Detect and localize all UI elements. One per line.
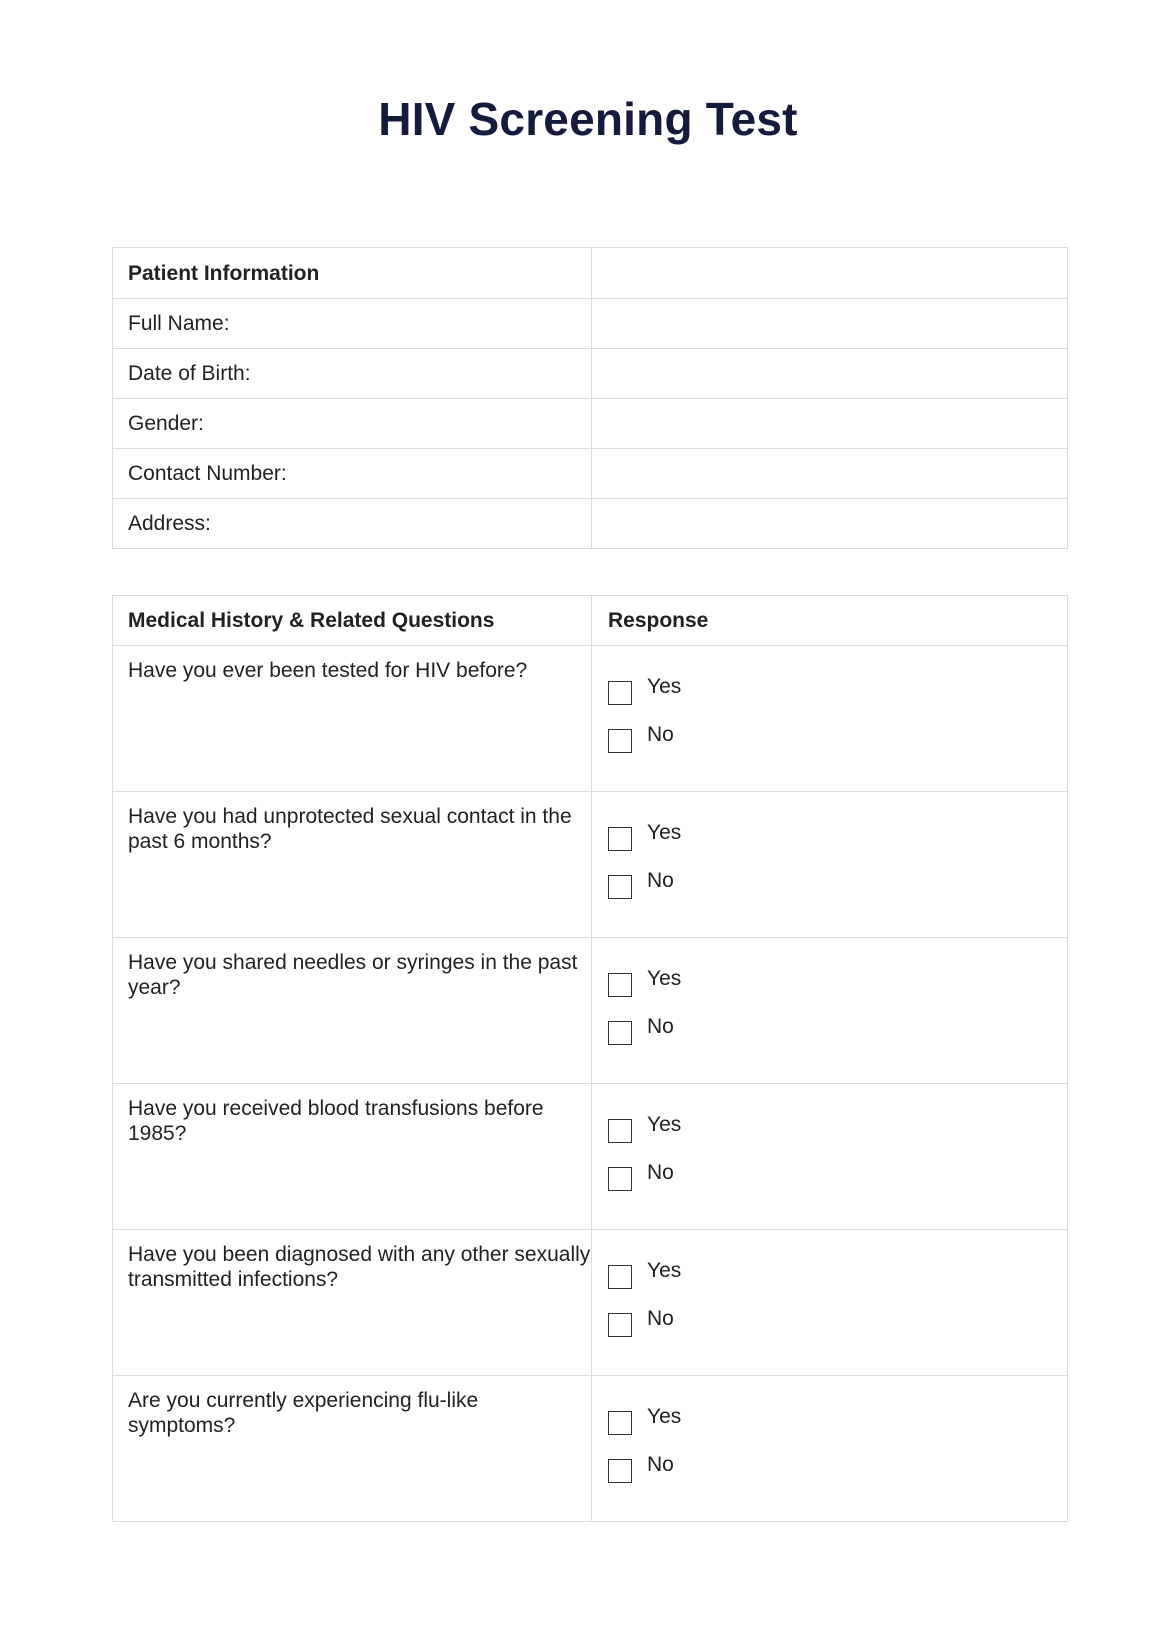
contact-number-label: Contact Number: (113, 449, 592, 499)
no-label: No (647, 1160, 674, 1184)
full-name-row (113, 299, 1068, 349)
yes-option[interactable] (608, 1398, 1067, 1438)
page-title: HIV Screening Test (378, 93, 798, 145)
gender-row (113, 399, 1068, 449)
yes-label: Yes (647, 820, 682, 844)
yes-label: Yes (647, 966, 682, 990)
no-checkbox[interactable] (608, 1313, 632, 1337)
no-label: No (647, 1306, 674, 1330)
yes-label: Yes (647, 1404, 682, 1428)
yes-checkbox[interactable] (608, 827, 632, 851)
response-heading: Response (592, 596, 1068, 646)
response-cell (592, 792, 1068, 938)
question-text: Have you been diagnosed with any other sexually transmitted infections? (128, 1243, 591, 1291)
yes-option[interactable] (608, 1252, 1067, 1292)
no-label: No (647, 722, 674, 746)
patient-information-table (112, 247, 1068, 549)
contact-number-field[interactable] (592, 449, 1068, 499)
yes-option[interactable] (608, 960, 1067, 1000)
response-cell (592, 938, 1068, 1084)
contact-number-row (113, 449, 1068, 499)
question-row (113, 938, 1068, 1084)
address-label: Address: (113, 499, 592, 549)
response-cell (592, 1230, 1068, 1376)
yes-option[interactable] (608, 814, 1067, 854)
date-of-birth-label: Date of Birth: (113, 349, 592, 399)
yes-label: Yes (647, 1258, 682, 1282)
no-option[interactable] (608, 716, 1067, 756)
question-row (113, 792, 1068, 938)
address-field[interactable] (592, 499, 1068, 549)
medical-history-table (112, 595, 1068, 1522)
no-option[interactable] (608, 1154, 1067, 1194)
no-option[interactable] (608, 862, 1067, 902)
no-label: No (647, 868, 674, 892)
response-cell (592, 1084, 1068, 1230)
no-label: No (647, 1452, 674, 1476)
question-row (113, 1230, 1068, 1376)
patient-information-heading: Patient Information (113, 248, 592, 299)
no-option[interactable] (608, 1008, 1067, 1048)
yes-label: Yes (647, 674, 682, 698)
question-row (113, 1376, 1068, 1522)
yes-label: Yes (647, 1112, 682, 1136)
medical-history-heading: Medical History & Related Questions (113, 596, 592, 646)
full-name-label: Full Name: (113, 299, 592, 349)
question-row (113, 646, 1068, 792)
full-name-field[interactable] (592, 299, 1068, 349)
patient-information-header-row (113, 248, 1068, 299)
yes-option[interactable] (608, 668, 1067, 708)
no-checkbox[interactable] (608, 1167, 632, 1191)
no-checkbox[interactable] (608, 1021, 632, 1045)
gender-field[interactable] (592, 399, 1068, 449)
question-text: Have you ever been tested for HIV before? (128, 659, 528, 682)
question-text: Have you had unprotected sexual contact in the past 6 months? (128, 805, 572, 853)
question-text: Have you received blood transfusions before 1985? (128, 1097, 544, 1145)
no-checkbox[interactable] (608, 875, 632, 899)
no-checkbox[interactable] (608, 729, 632, 753)
no-option[interactable] (608, 1446, 1067, 1486)
yes-checkbox[interactable] (608, 1265, 632, 1289)
response-cell (592, 1376, 1068, 1522)
no-option[interactable] (608, 1300, 1067, 1340)
yes-checkbox[interactable] (608, 1119, 632, 1143)
date-of-birth-field[interactable] (592, 349, 1068, 399)
patient-information-header-value (592, 248, 1068, 299)
no-checkbox[interactable] (608, 1459, 632, 1483)
gender-label: Gender: (113, 399, 592, 449)
date-of-birth-row (113, 349, 1068, 399)
response-cell (592, 646, 1068, 792)
no-label: No (647, 1014, 674, 1038)
question-text: Have you shared needles or syringes in the past year? (128, 951, 578, 999)
yes-checkbox[interactable] (608, 973, 632, 997)
question-row (113, 1084, 1068, 1230)
yes-checkbox[interactable] (608, 681, 632, 705)
medical-history-header-row (113, 596, 1068, 646)
yes-checkbox[interactable] (608, 1411, 632, 1435)
yes-option[interactable] (608, 1106, 1067, 1146)
question-text: Are you currently experiencing flu-like symptoms? (128, 1389, 479, 1437)
address-row (113, 499, 1068, 549)
